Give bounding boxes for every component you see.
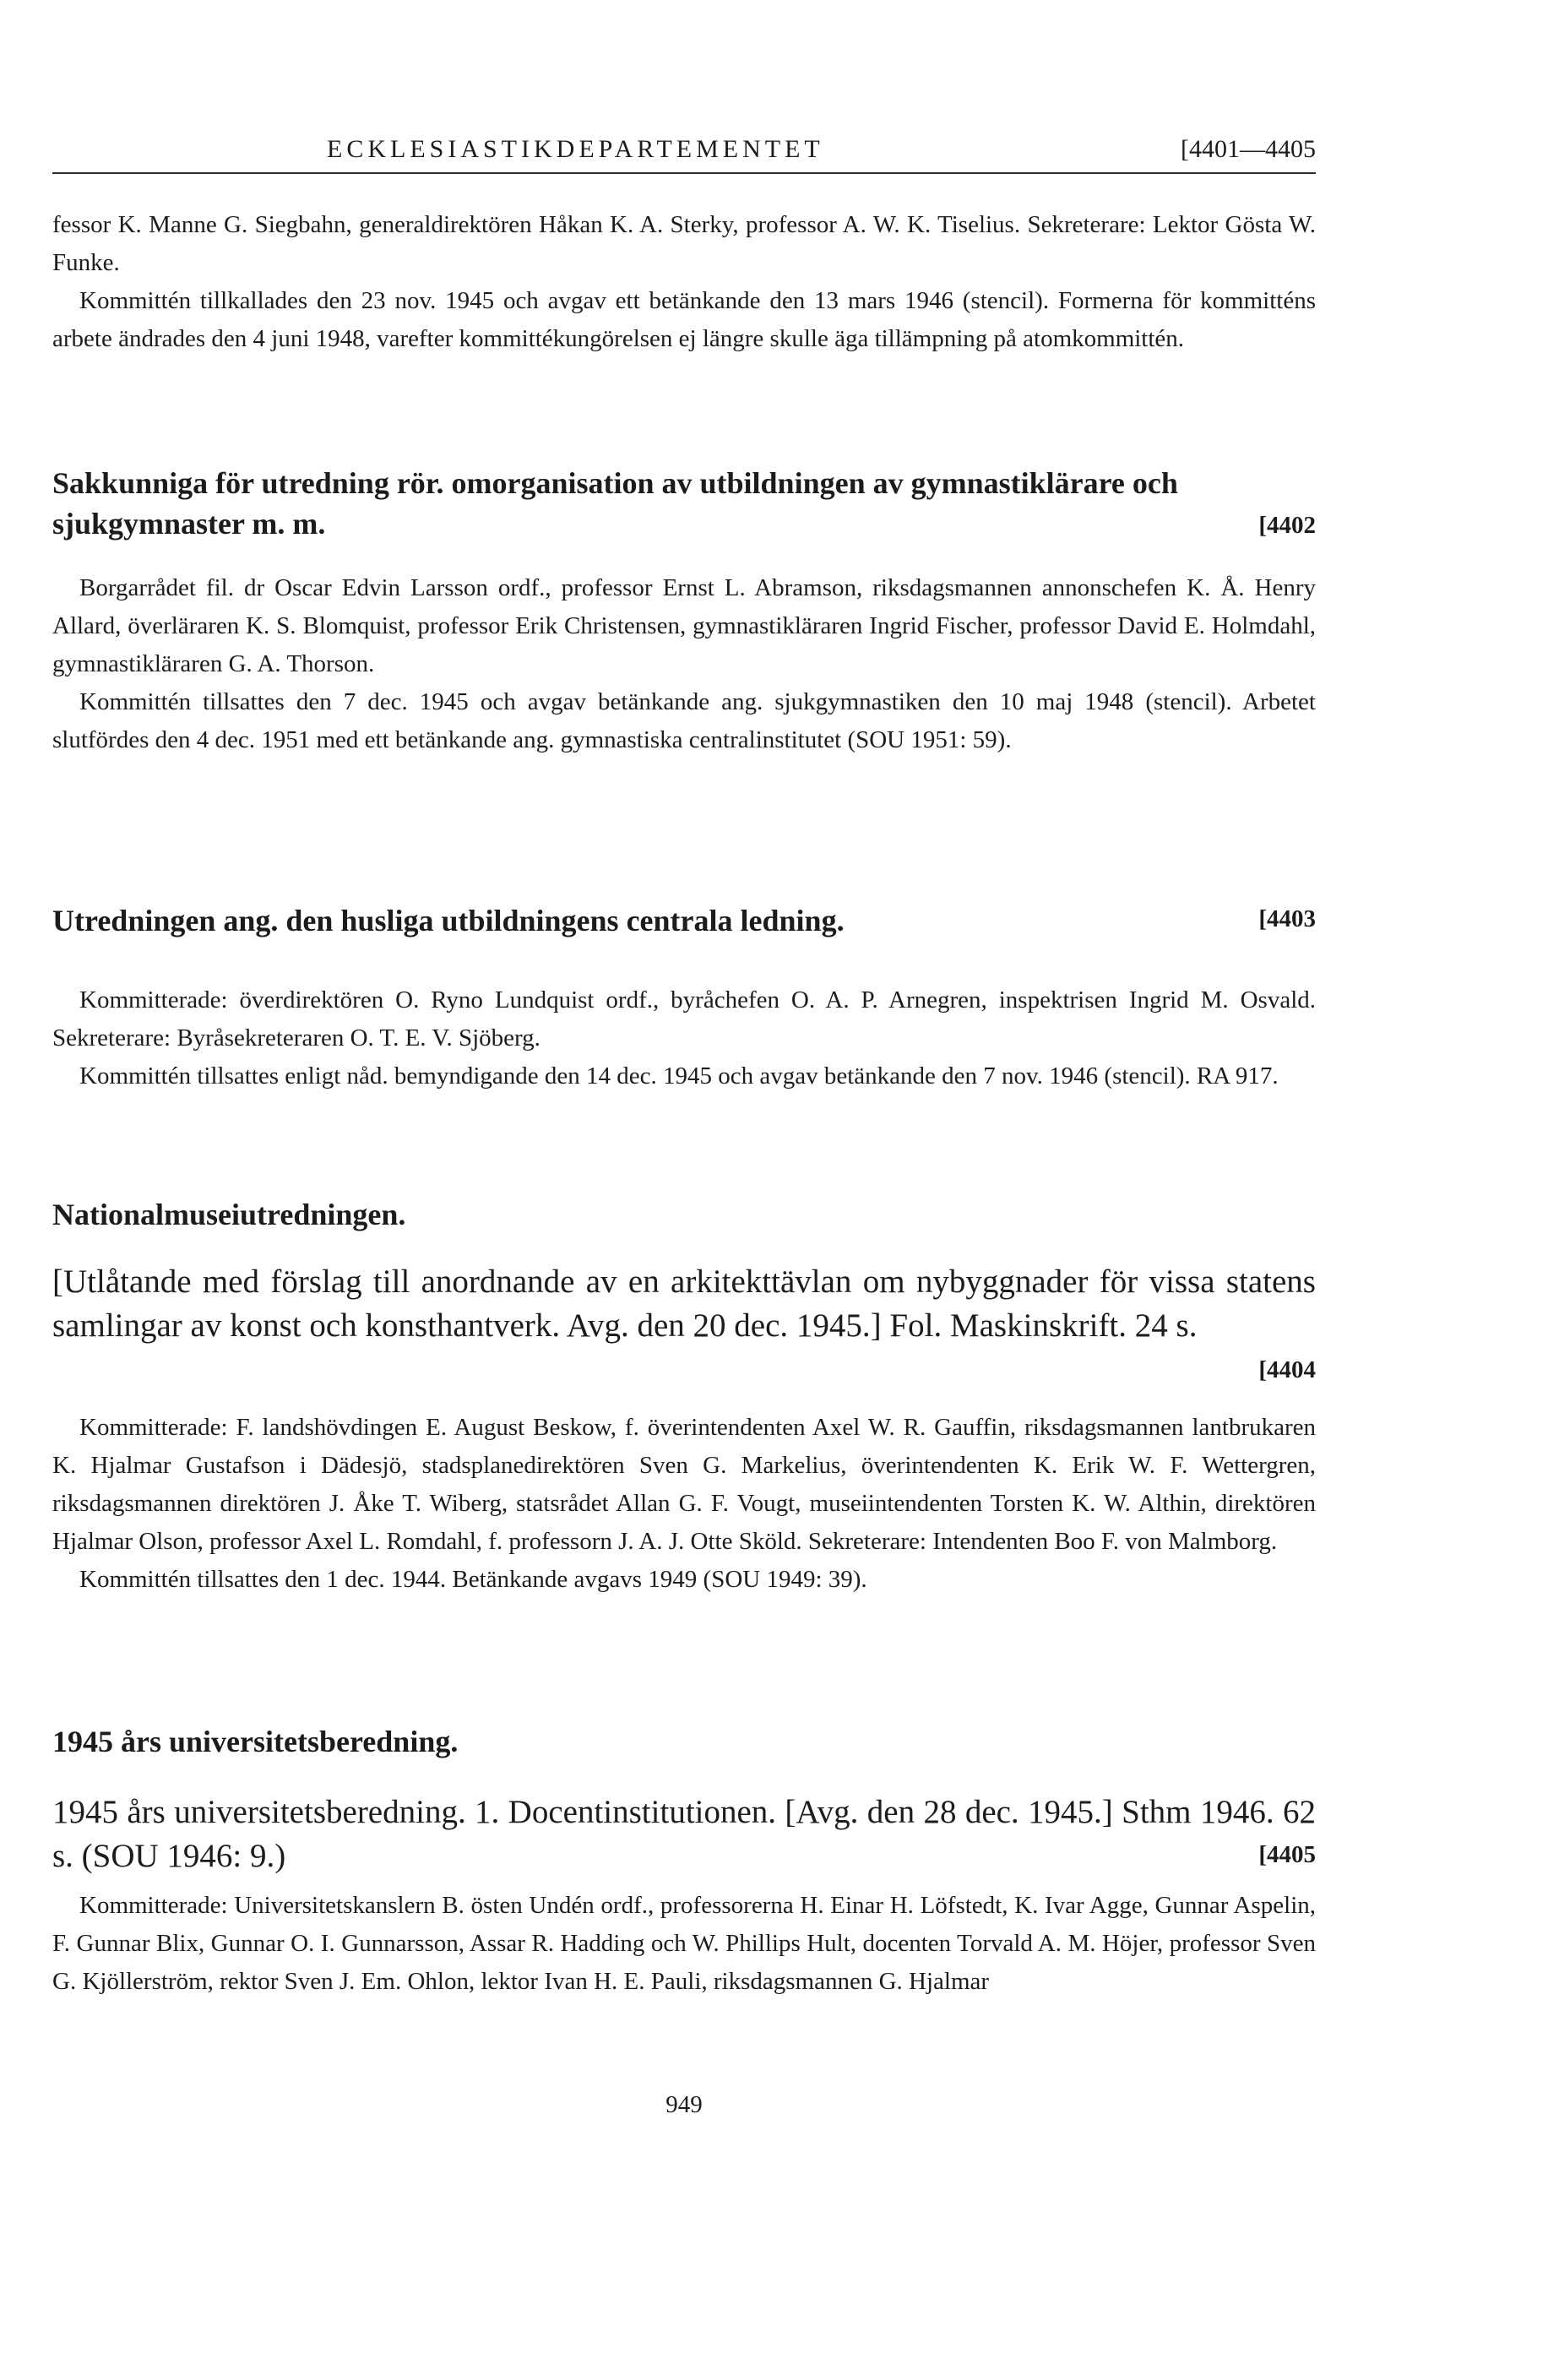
entry-number: [4404 bbox=[1258, 1356, 1316, 1383]
paragraph-history: Kommittén tillsattes den 7 dec. 1945 och avgav betänkande ang. sjukgymnastiken den 10 maj 1948 (stencil). Arbetet slutfördes den 4 dec. 1951 med ett betänkande ang. gymnastiska centralinstitutet (SOU 1951: 59). bbox=[52, 688, 1316, 753]
section-heading: Nationalmuseiutredningen. bbox=[52, 1198, 406, 1231]
publication-title: [Utlåtande med förslag till anordnande av en arkitekttävlan om nybyggnader för vissa statens samlingar av konst och konsthantverk. Avg. den 20 dec. 1945.] Fol. Maskinskrift. 24 s. bbox=[52, 1263, 1316, 1344]
entry-number: [4405 bbox=[1258, 1841, 1316, 1868]
running-header bbox=[52, 135, 1316, 174]
section-4404 bbox=[52, 1194, 1316, 1235]
section-4403-body bbox=[52, 981, 1316, 1095]
section-4404-body bbox=[52, 1409, 1316, 1599]
paragraph-members: Kommitterade: överdirektören O. Ryno Lundquist ordf., byråchefen O. A. P. Arnegren, inspektrisen Ingrid M. Osvald. Sekreterare: Byråsekreteraren O. T. E. V. Sjöberg. bbox=[52, 986, 1316, 1051]
section-4404-title-block bbox=[52, 1260, 1316, 1383]
paragraph-members: Borgarrådet fil. dr Oscar Edvin Larsson ordf., professor Ernst L. Abramson, riksdagsmannen annonschefen K. Å. Henry Allard, överläraren K. S. Blomquist, professor Erik Christensen, gymnastikläraren Ingrid Fischer, professor David E. Holmdahl, gymnastikläraren G. A. Thorson. bbox=[52, 574, 1316, 677]
header-title: ECKLESIASTIKDEPARTEMENTET bbox=[327, 135, 824, 163]
publication-title: 1945 års universitetsberedning. 1. Docentinstitutionen. [Avg. den 28 dec. 1945.] Sthm 1946. 62 s. (SOU 1946: 9.) bbox=[52, 1794, 1316, 1874]
section-heading: Utredningen ang. den husliga utbildningens centrala ledning. bbox=[52, 904, 845, 937]
page-number: 949 bbox=[665, 2091, 703, 2118]
paragraph-members: Kommitterade: Universitetskanslern B. östen Undén ordf., professorerna H. Einar H. Löfstedt, K. Ivar Agge, Gunnar Aspelin, F. Gunnar Blix, Gunnar O. I. Gunnarsson, Assar R. Hadding och W. Phillips Hult, docenten Torvald A. M. Höjer, professor Sven G. Kjöllerström, rektor Sven J. Em. Ohlon, lektor Ivan H. E. Pauli, riksdagsmannen G. Hjalmar bbox=[52, 1892, 1316, 1995]
section-4402-body bbox=[52, 569, 1316, 759]
paragraph-members: fessor K. Manne G. Siegbahn, generaldirektören Håkan K. A. Sterky, professor A. W. K. Tiselius. Sekreterare: Lektor Gösta W. Funke. bbox=[52, 211, 1316, 276]
paragraph-members: Kommitterade: F. landshövdingen E. August Beskow, f. överintendenten Axel W. R. Gauffin, riksdagsmannen lantbrukaren K. Hjalmar Gustafson i Dädesjö, stadsplanedirektören Sven G. Markelius, överintendenten K. Erik W. F. Wettergren, riksdagsmannen direktören J. Åke T. Wiberg, statsrådet Allan G. F. Vougt, museiintendenten Torsten K. W. Althin, direktören Hjalmar Olson, professor Axel L. Romdahl, f. professorn J. A. J. Otte Sköld. Sekreterare: Intendenten Boo F. von Malmborg. bbox=[52, 1414, 1316, 1555]
section-4402 bbox=[52, 463, 1316, 544]
entry-number: [4403 bbox=[1258, 905, 1316, 932]
section-heading: Sakkunniga för utredning rör. omorganisation av utbildningen av gymnastiklärare och sjukgymnaster m. m. bbox=[52, 466, 1178, 541]
paragraph-history: Kommittén tillsattes enligt nåd. bemyndigande den 14 dec. 1945 och avgav betänkande den 7 nov. 1946 (stencil). RA 917. bbox=[79, 1062, 1279, 1089]
section-4401-continued bbox=[52, 206, 1316, 358]
section-4405-body bbox=[52, 1887, 1316, 2001]
section-4405-title-block bbox=[52, 1790, 1316, 1878]
entry-number: [4402 bbox=[1258, 512, 1316, 539]
paragraph-history: Kommittén tillsattes den 1 dec. 1944. Betänkande avgavs 1949 (SOU 1949: 39). bbox=[79, 1566, 867, 1593]
section-4403 bbox=[52, 900, 1316, 941]
header-entry-range: [4401—4405 bbox=[1181, 135, 1316, 163]
section-4405 bbox=[52, 1721, 1316, 1762]
paragraph-history: Kommittén tillkallades den 23 nov. 1945 och avgav ett betänkande den 13 mars 1946 (stencil). Formerna för kommitténs arbete ändrades den 4 juni 1948, varefter kommittékungörelsen ej längre skulle äga tillämpning på atomkommittén. bbox=[52, 287, 1316, 352]
section-heading: 1945 års universitetsberedning. bbox=[52, 1725, 459, 1758]
